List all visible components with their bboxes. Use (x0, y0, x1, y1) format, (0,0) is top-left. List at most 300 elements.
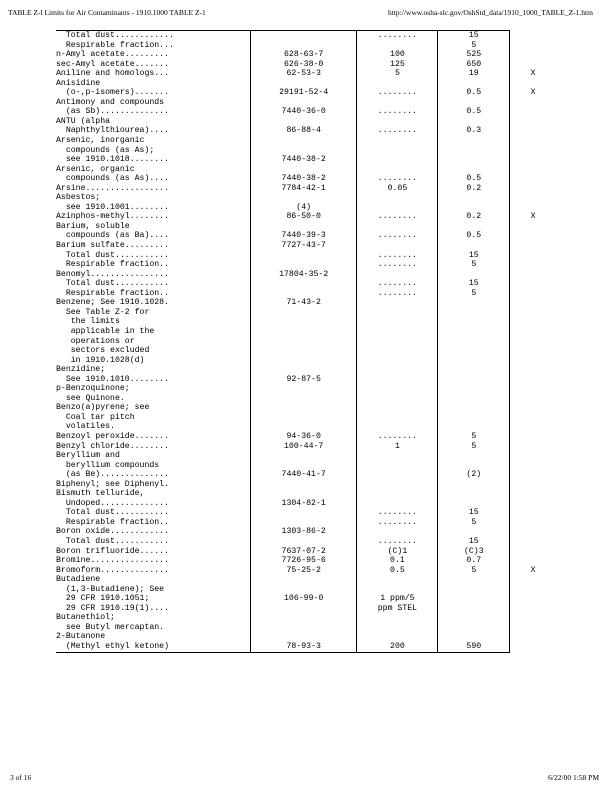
cell-substance: Butanethiol; (56, 613, 250, 623)
cell-ppm (357, 165, 438, 175)
cell-mg-m3 (438, 375, 510, 385)
cell-mg-m3 (438, 604, 510, 614)
cell-cas-number: 7440-38-2 (250, 174, 356, 184)
cell-substance: Total dust........... (56, 508, 250, 518)
cell-cas-number: 7440-41-7 (250, 470, 356, 480)
cell-substance: Boron trifluoride...... (56, 547, 250, 557)
cell-ppm: ........ (357, 174, 438, 184)
cell-substance: Total dust........... (56, 537, 250, 547)
cell-substance: Respirable fraction.. (56, 518, 250, 528)
cell-substance: the limits (56, 317, 250, 327)
cell-mg-m3 (438, 327, 510, 337)
footer-timestamp: 6/22/00 1:58 PM (548, 773, 599, 782)
cell-ppm (357, 585, 438, 595)
cell-mg-m3: 15 (438, 251, 510, 261)
cell-mg-m3 (438, 527, 510, 537)
cell-skin-designation (510, 327, 556, 337)
table-row (56, 41, 556, 51)
cell-mg-m3 (438, 117, 510, 127)
cell-substance: volatiles. (56, 422, 250, 432)
cell-cas-number: 7440-38-2 (250, 155, 356, 165)
cell-skin-designation (510, 575, 556, 585)
cell-skin-designation (510, 461, 556, 471)
cell-mg-m3: 15 (438, 537, 510, 547)
cell-skin-designation (510, 508, 556, 518)
cell-ppm (357, 193, 438, 203)
cell-mg-m3 (438, 346, 510, 356)
cell-cas-number (250, 585, 356, 595)
cell-cas-number: 7637-07-2 (250, 547, 356, 557)
table-row (56, 337, 556, 347)
cell-skin-designation (510, 107, 556, 117)
cell-substance: Barium sulfate......... (56, 241, 250, 251)
cell-skin-designation (510, 642, 556, 652)
cell-skin-designation (510, 470, 556, 480)
cell-substance: Anisidine (56, 79, 250, 89)
cell-mg-m3 (438, 79, 510, 89)
cell-cas-number (250, 403, 356, 413)
cell-skin-designation (510, 136, 556, 146)
cell-ppm (357, 98, 438, 108)
cell-cas-number (250, 289, 356, 299)
cell-ppm: 0.1 (357, 556, 438, 566)
cell-mg-m3 (438, 394, 510, 404)
cell-skin-designation (510, 270, 556, 280)
cell-mg-m3 (438, 136, 510, 146)
cell-cas-number (250, 632, 356, 642)
cell-ppm (357, 375, 438, 385)
table-row (56, 279, 556, 289)
cell-ppm (357, 413, 438, 423)
cell-cas-number (250, 575, 356, 585)
cell-mg-m3: 650 (438, 60, 510, 70)
cell-substance: Total dust............ (56, 31, 250, 41)
cell-skin-designation (510, 203, 556, 213)
cell-substance: ANTU (alpha (56, 117, 250, 127)
cell-cas-number: 7440-39-3 (250, 231, 356, 241)
cell-mg-m3: 15 (438, 508, 510, 518)
table-row (56, 241, 556, 251)
cell-cas-number (250, 413, 356, 423)
cell-mg-m3: 0.2 (438, 184, 510, 194)
cell-cas-number: 86-88-4 (250, 126, 356, 136)
cell-cas-number (250, 41, 356, 51)
cell-mg-m3 (438, 613, 510, 623)
cell-skin-designation (510, 279, 556, 289)
cell-skin-designation (510, 31, 556, 41)
cell-cas-number: 7440-36-0 (250, 107, 356, 117)
table-row (56, 212, 556, 222)
cell-skin-designation (510, 556, 556, 566)
table-row (56, 375, 556, 385)
cell-substance: 29 CFR 1910.1051; (56, 594, 250, 604)
cell-skin-designation: X (530, 69, 536, 79)
table-row (56, 308, 556, 318)
cell-ppm: 5 (357, 69, 438, 79)
header-left-title: TABLE Z-l Limits for Air Contaminants - 1910.1000 TABLE Z-1 (8, 8, 206, 17)
cell-cas-number: 106-99-0 (250, 594, 356, 604)
cell-skin-designation (510, 50, 556, 60)
cell-ppm (357, 575, 438, 585)
cell-substance: operations or (56, 337, 250, 347)
cell-mg-m3 (438, 489, 510, 499)
cell-mg-m3 (438, 222, 510, 232)
cell-skin-designation (510, 537, 556, 547)
cell-skin-designation (510, 594, 556, 604)
cell-skin-designation (510, 489, 556, 499)
cell-skin-designation (510, 165, 556, 175)
cell-substance: Respirable fraction.. (56, 289, 250, 299)
table-row (56, 556, 556, 566)
table-row (56, 547, 556, 557)
cell-substance: Antimony and compounds (56, 98, 250, 108)
cell-mg-m3 (438, 193, 510, 203)
cell-ppm (357, 298, 438, 308)
cell-mg-m3 (438, 499, 510, 509)
cell-cas-number (250, 98, 356, 108)
cell-cas-number (250, 222, 356, 232)
cell-substance: Bromoform.............. (56, 566, 250, 576)
table-row (56, 231, 556, 241)
cell-substance: Bromine................ (56, 556, 250, 566)
cell-skin-designation (510, 604, 556, 614)
cell-skin-designation (510, 613, 556, 623)
cell-skin-designation (510, 403, 556, 413)
cell-mg-m3 (438, 270, 510, 280)
table-row (56, 98, 556, 108)
cell-ppm: (C)1 (357, 547, 438, 557)
table-row (56, 165, 556, 175)
table-row (56, 566, 556, 576)
table-row (56, 575, 556, 585)
cell-substance: see 1910.1018........ (56, 155, 250, 165)
cell-ppm (357, 337, 438, 347)
cell-mg-m3: 5 (438, 260, 510, 270)
cell-mg-m3 (438, 356, 510, 366)
cell-skin-designation (510, 126, 556, 136)
cell-cas-number: 71-43-2 (250, 298, 356, 308)
cell-cas-number (250, 365, 356, 375)
table-row (56, 413, 556, 423)
table-row (56, 260, 556, 270)
cell-skin-designation (510, 432, 556, 442)
cell-cas-number (250, 518, 356, 528)
cell-ppm (357, 79, 438, 89)
cell-mg-m3: 0.7 (438, 556, 510, 566)
cell-ppm: 0.05 (357, 184, 438, 194)
cell-substance: Butadiene (56, 575, 250, 585)
cell-ppm (357, 270, 438, 280)
cell-cas-number: 628-63-7 (250, 50, 356, 60)
cell-substance: 29 CFR 1910.19(1).... (56, 604, 250, 614)
cell-ppm (357, 203, 438, 213)
table-row (56, 499, 556, 509)
cell-cas-number: 78-93-3 (250, 642, 356, 652)
cell-ppm (357, 489, 438, 499)
cell-substance: sectors excluded (56, 346, 250, 356)
cell-skin-designation (510, 547, 556, 557)
cell-mg-m3: 5 (438, 41, 510, 51)
cell-substance: Biphenyl; see Diphenyl. (56, 480, 250, 490)
cell-substance: n-Amyl acetate......... (56, 50, 250, 60)
cell-mg-m3 (438, 241, 510, 251)
cell-cas-number (250, 251, 356, 261)
cell-substance: Benzo(a)pyrene; see (56, 403, 250, 413)
table-row (56, 69, 556, 79)
table-row (56, 327, 556, 337)
cell-skin-designation (510, 222, 556, 232)
cell-cas-number (250, 384, 356, 394)
table-row (56, 432, 556, 442)
cell-ppm (357, 146, 438, 156)
cell-substance: (Methyl ethyl ketone) (56, 642, 250, 652)
cell-skin-designation (510, 527, 556, 537)
cell-cas-number (250, 613, 356, 623)
cell-ppm: ppm STEL (357, 604, 438, 614)
cell-skin-designation (510, 384, 556, 394)
cell-substance: Coal tar pitch (56, 413, 250, 423)
cell-ppm (357, 384, 438, 394)
cell-cas-number (250, 337, 356, 347)
cell-skin-designation (510, 451, 556, 461)
cell-cas-number: 92-87-5 (250, 375, 356, 385)
table-row (56, 251, 556, 261)
cell-ppm: ........ (357, 508, 438, 518)
table-row (56, 346, 556, 356)
cell-cas-number (250, 422, 356, 432)
cell-ppm (357, 470, 438, 480)
cell-mg-m3 (438, 461, 510, 471)
cell-ppm (357, 394, 438, 404)
cell-mg-m3 (438, 317, 510, 327)
cell-cas-number: 1303-86-2 (250, 527, 356, 537)
cell-cas-number (250, 79, 356, 89)
cell-substance: Total dust........... (56, 279, 250, 289)
cell-ppm: ........ (357, 518, 438, 528)
cell-ppm: 1 (357, 442, 438, 452)
cell-skin-designation (510, 442, 556, 452)
cell-skin-designation (510, 413, 556, 423)
cell-ppm (357, 155, 438, 165)
cell-cas-number: 100-44-7 (250, 442, 356, 452)
cell-cas-number: 626-38-0 (250, 60, 356, 70)
cell-skin-designation (510, 632, 556, 642)
cell-cas-number (250, 508, 356, 518)
table-row (56, 527, 556, 537)
cell-cas-number (250, 356, 356, 366)
table-row (56, 356, 556, 366)
cell-cas-number (250, 117, 356, 127)
table-row (56, 270, 556, 280)
cell-ppm (357, 327, 438, 337)
cell-mg-m3 (438, 594, 510, 604)
cell-substance: Total dust........... (56, 251, 250, 261)
table-row (56, 107, 556, 117)
cell-mg-m3: 0.5 (438, 88, 510, 98)
table-row (56, 480, 556, 490)
cell-skin-designation (510, 184, 556, 194)
cell-ppm: 100 (357, 50, 438, 60)
table-row (56, 193, 556, 203)
cell-substance: compounds (as Ba).... (56, 231, 250, 241)
cell-cas-number (250, 461, 356, 471)
cell-skin-designation (510, 174, 556, 184)
cell-substance: Respirable fraction.. (56, 260, 250, 270)
cell-mg-m3: (C)3 (438, 547, 510, 557)
cell-substance: Respirable fraction... (56, 41, 250, 51)
cell-mg-m3: 5 (438, 566, 510, 576)
cell-skin-designation: X (530, 565, 536, 575)
cell-ppm (357, 480, 438, 490)
cell-cas-number: 1304-82-1 (250, 499, 356, 509)
cell-ppm (357, 117, 438, 127)
cell-mg-m3 (438, 422, 510, 432)
cell-skin-designation (510, 480, 556, 490)
cell-ppm: ........ (357, 279, 438, 289)
table-row (56, 470, 556, 480)
cell-cas-number: 17804-35-2 (250, 270, 356, 280)
cell-substance: See 1910.1010........ (56, 375, 250, 385)
cell-skin-designation (510, 346, 556, 356)
cell-substance: (o-,p-isomers)....... (56, 88, 250, 98)
cell-ppm (357, 403, 438, 413)
cell-substance: Benzoyl peroxide....... (56, 432, 250, 442)
cell-ppm: ........ (357, 432, 438, 442)
cell-mg-m3: 590 (438, 642, 510, 652)
table-row (56, 174, 556, 184)
cell-ppm: ........ (357, 537, 438, 547)
cell-mg-m3 (438, 451, 510, 461)
cell-mg-m3 (438, 298, 510, 308)
cell-ppm (357, 317, 438, 327)
cell-ppm: ........ (357, 231, 438, 241)
table-row (56, 403, 556, 413)
cell-cas-number (250, 623, 356, 633)
cell-skin-designation (510, 117, 556, 127)
cell-substance: see Quinone. (56, 394, 250, 404)
table-row (56, 461, 556, 471)
cell-substance: Beryllium and (56, 451, 250, 461)
cell-substance: Bismuth telluride, (56, 489, 250, 499)
cell-substance: in 1910.1028(d) (56, 356, 250, 366)
cell-cas-number (250, 346, 356, 356)
cell-cas-number (250, 193, 356, 203)
cell-mg-m3 (438, 384, 510, 394)
cell-ppm (357, 527, 438, 537)
cell-cas-number (250, 451, 356, 461)
table-row (56, 518, 556, 528)
cell-cas-number (250, 480, 356, 490)
table-row (56, 632, 556, 642)
cell-substance: Benzidine; (56, 365, 250, 375)
cell-mg-m3: 0.5 (438, 231, 510, 241)
cell-mg-m3: 5 (438, 432, 510, 442)
table-row (56, 146, 556, 156)
cell-substance: See Table Z-2 for (56, 308, 250, 318)
cell-ppm: 0.5 (357, 566, 438, 576)
cell-cas-number (250, 537, 356, 547)
cell-cas-number (250, 489, 356, 499)
cell-ppm (357, 356, 438, 366)
cell-mg-m3 (438, 337, 510, 347)
cell-substance: Benzene; See 1910.1028. (56, 298, 250, 308)
cell-mg-m3 (438, 575, 510, 585)
cell-mg-m3 (438, 480, 510, 490)
cell-cas-number: 7784-42-1 (250, 184, 356, 194)
cell-substance: Naphthylthiourea).... (56, 126, 250, 136)
table-row (56, 317, 556, 327)
table-row (56, 604, 556, 614)
table-row (56, 585, 556, 595)
cell-mg-m3 (438, 165, 510, 175)
cell-ppm (357, 461, 438, 471)
cell-skin-designation (510, 260, 556, 270)
cell-ppm (357, 365, 438, 375)
table-row (56, 88, 556, 98)
cell-mg-m3: 525 (438, 50, 510, 60)
cell-skin-designation (510, 60, 556, 70)
table-row (56, 136, 556, 146)
cell-ppm (357, 241, 438, 251)
table-row (56, 384, 556, 394)
header-right-url: http://www.osha-slc.gov/OshStd_data/1910_1000_TABLE_Z-1.htm (388, 8, 593, 17)
cell-skin-designation (510, 585, 556, 595)
cell-ppm: ........ (357, 31, 438, 41)
cell-ppm (357, 136, 438, 146)
air-contaminants-table (56, 30, 556, 653)
cell-cas-number: 94-36-0 (250, 432, 356, 442)
cell-substance: Barium, soluble (56, 222, 250, 232)
cell-cas-number (250, 146, 356, 156)
cell-mg-m3 (438, 98, 510, 108)
cell-ppm (357, 632, 438, 642)
cell-substance: (as Be).............. (56, 470, 250, 480)
cell-ppm: ........ (357, 88, 438, 98)
table-row (56, 289, 556, 299)
cell-mg-m3: 15 (438, 279, 510, 289)
cell-substance: (1,3-Butadiene); See (56, 585, 250, 595)
cell-cas-number (250, 165, 356, 175)
cell-substance: Undoped.............. (56, 499, 250, 509)
cell-ppm: 125 (357, 60, 438, 70)
cell-cas-number: 86-50-0 (250, 212, 356, 222)
cell-cas-number: 29191-52-4 (250, 88, 356, 98)
cell-mg-m3 (438, 623, 510, 633)
cell-substance: Arsine................. (56, 184, 250, 194)
cell-substance: see Butyl mercaptan. (56, 623, 250, 633)
cell-skin-designation (510, 289, 556, 299)
cell-skin-designation (510, 394, 556, 404)
cell-skin-designation (510, 79, 556, 89)
table-row (56, 623, 556, 633)
cell-mg-m3: (2) (438, 470, 510, 480)
table-row (56, 442, 556, 452)
cell-substance: Aniline and homologs... (56, 69, 250, 79)
table-row (56, 126, 556, 136)
cell-skin-designation (510, 231, 556, 241)
cell-substance: 2-Butanone (56, 632, 250, 642)
cell-skin-designation (510, 356, 556, 366)
cell-substance: Azinphos-methyl........ (56, 212, 250, 222)
table-row (56, 642, 556, 652)
table-row (56, 394, 556, 404)
table-row (56, 184, 556, 194)
cell-skin-designation (510, 241, 556, 251)
cell-cas-number (250, 136, 356, 146)
cell-substance: compounds (as As).... (56, 174, 250, 184)
cell-ppm (357, 422, 438, 432)
cell-substance: applicable in the (56, 327, 250, 337)
